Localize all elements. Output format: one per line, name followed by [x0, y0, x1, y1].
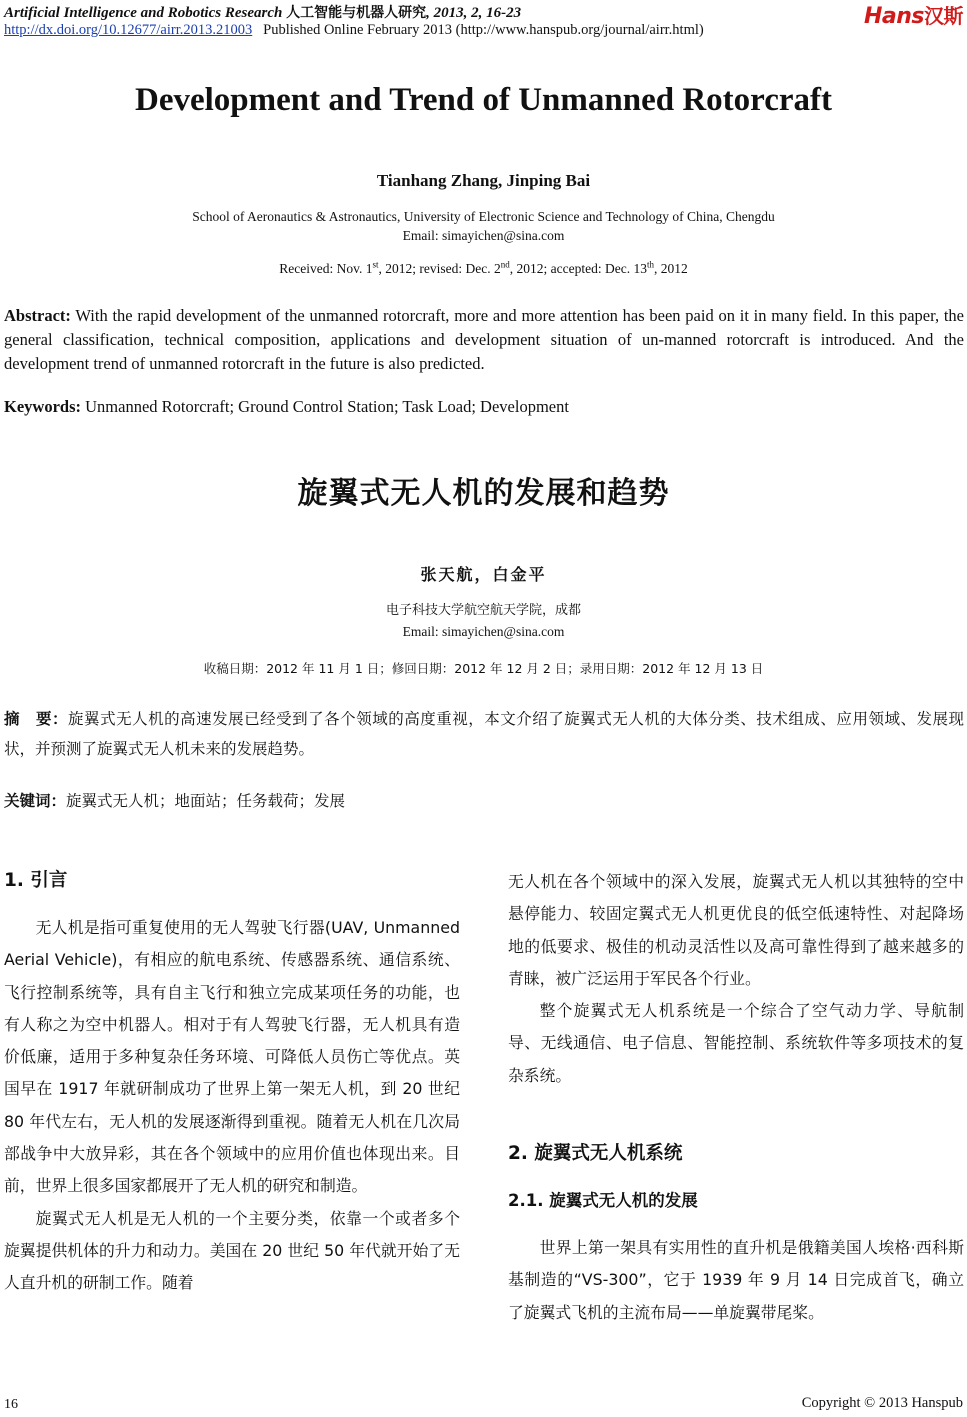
keywords-text-en: Unmanned Rotorcraft; Ground Control Station; Task Load; Development	[81, 397, 569, 416]
received-dates-cn: 收稿日期：2012 年 11 月 1 日；修回日期：2012 年 12 月 2 日；录用日期：2012 年 12 月 13 日	[203, 661, 764, 676]
email-en: Email: simayichen@sina.com	[402, 228, 565, 243]
body-left-column	[4, 912, 460, 1300]
publication-info	[4, 22, 704, 39]
paragraph: 世界上第一架具有实用性的直升机是俄籍美国人埃格·西科斯基制造的“VS-300”，它于 1939 年 9 月 14 日完成首飞，确立了旋翼式飞机的主流布局——单旋翼带尾桨。	[508, 1238, 964, 1322]
abstract-label-en: Abstract:	[4, 306, 71, 325]
published-online: Published Online February 2013 (http://www.hanspub.org/journal/airr.html)	[263, 22, 704, 38]
journal-name-cn: 人工智能与机器人研究	[286, 5, 427, 21]
keywords-cn	[4, 789, 345, 811]
authors-cn: 张天航，白金平	[420, 565, 547, 584]
affiliation-cn	[0, 600, 967, 642]
keywords-label-en: Keywords:	[4, 397, 81, 416]
received-sup: th	[646, 259, 654, 270]
body-right-column-lower	[508, 1232, 964, 1329]
paragraph: 无人机在各个领域中的深入发展，旋翼式无人机以其独特的空中悬停能力、较固定翼式无人机更优良的低空低速特性、对起降场地的低要求、极佳的机动灵活性以及高可靠性得到了越来越多的青睐，被广泛运用于军民各个行业。	[508, 872, 964, 988]
doi-link[interactable]: http://dx.doi.org/10.12677/airr.2013.21003	[4, 22, 253, 38]
logo-text-en: Hans	[863, 4, 924, 29]
paper-title-en: Development and Trend of Unmanned Rotorcraft	[135, 82, 832, 118]
journal-header	[4, 2, 521, 22]
section-heading-2: 2. 旋翼式无人机系统	[508, 1143, 683, 1164]
section-heading-1: 1. 引言	[4, 870, 68, 891]
paragraph: 无人机是指可重复使用的无人驾驶飞行器(UAV, Unmanned Aerial Vehicle)，有相应的航电系统、传感器系统、通信系统、飞行控制系统等，具有自主飞行和独立完成某项任务的功能，也有人称之为空中机器人。相对于有人驾驶飞行器，无人机具有造价低廉，适用于多种复杂任务环境、可降低人员伤亡等优点。英国早在 1917 年就研制成功了世界上第一架无人机，到 20 世纪 80 年代左右，无人机的发展逐渐得到重视。随着无人机在几次局部战争中大放异彩，其在各个领域中的应用价值也体现出来。目前，世界上很多国家都展开了无人机的研究和制造。	[4, 918, 460, 1196]
authors-en: Tianhang Zhang, Jinping Bai	[376, 171, 591, 190]
affiliation-en	[0, 207, 967, 245]
abstract-text-en: With the rapid development of the unmanned rotorcraft, more and more attention has been paid on it in many field. In this paper, the general classification, technical composition, applications and development situation of un-manned rotorcraft is introduced. And the development trend of unmanned rotorcraft in the future is also predicted.	[4, 306, 964, 373]
subsection-heading-2-1: 2.1. 旋翼式无人机的发展	[508, 1191, 698, 1210]
copyright: Copyright © 2013 Hanspub	[801, 1395, 963, 1411]
keywords-en	[4, 397, 569, 417]
logo-text-cn: 汉斯	[924, 4, 963, 28]
journal-issue: , 2013, 2, 16-23	[426, 5, 522, 21]
received-part: Received: Nov. 1	[279, 261, 373, 276]
abstract-en	[4, 304, 964, 376]
page-number: 16	[4, 1397, 18, 1412]
paragraph: 整个旋翼式无人机系统是一个综合了空气动力学、导航制导、无线通信、电子信息、智能控制、系统软件等多项技术的复杂系统。	[508, 1001, 964, 1085]
body-right-column	[508, 866, 964, 1092]
keywords-text-cn: 旋翼式无人机；地面站；任务载荷；发展	[66, 792, 346, 810]
paragraph: 旋翼式无人机是无人机的一个主要分类，依靠一个或者多个旋翼提供机体的升力和动力。美国在 20 世纪 50 年代就开始了无人直升机的研制工作。随着	[4, 1208, 460, 1293]
received-dates-en	[0, 261, 967, 277]
paper-title-cn: 旋翼式无人机的发展和趋势	[297, 476, 670, 511]
received-part: , 2012	[653, 261, 688, 276]
email-cn: Email: simayichen@sina.com	[402, 624, 565, 639]
received-part: , 2012; accepted: Dec. 13	[509, 261, 647, 276]
keywords-label-cn: 关键词：	[4, 792, 67, 810]
publisher-logo	[864, 0, 963, 29]
received-sup: nd	[500, 259, 510, 270]
journal-name: Artificial Intelligence and Robotics Research	[4, 5, 283, 21]
abstract-cn	[4, 704, 964, 764]
received-part: , 2012; revised: Dec. 2	[378, 261, 501, 276]
affiliation-en-text: School of Aeronautics & Astronautics, University of Electronic Science and Technology of China, Chengdu	[192, 209, 775, 224]
abstract-label-cn: 摘 要：	[4, 710, 69, 728]
received-sup: st	[372, 259, 379, 270]
abstract-text-cn: 旋翼式无人机的高速发展已经受到了各个领域的高度重视，本文介绍了旋翼式无人机的大体分类、技术组成、应用领域、发展现状，并预测了旋翼式无人机未来的发展趋势。	[4, 710, 964, 758]
affiliation-cn-text: 电子科技大学航空航天学院，成都	[385, 603, 581, 618]
